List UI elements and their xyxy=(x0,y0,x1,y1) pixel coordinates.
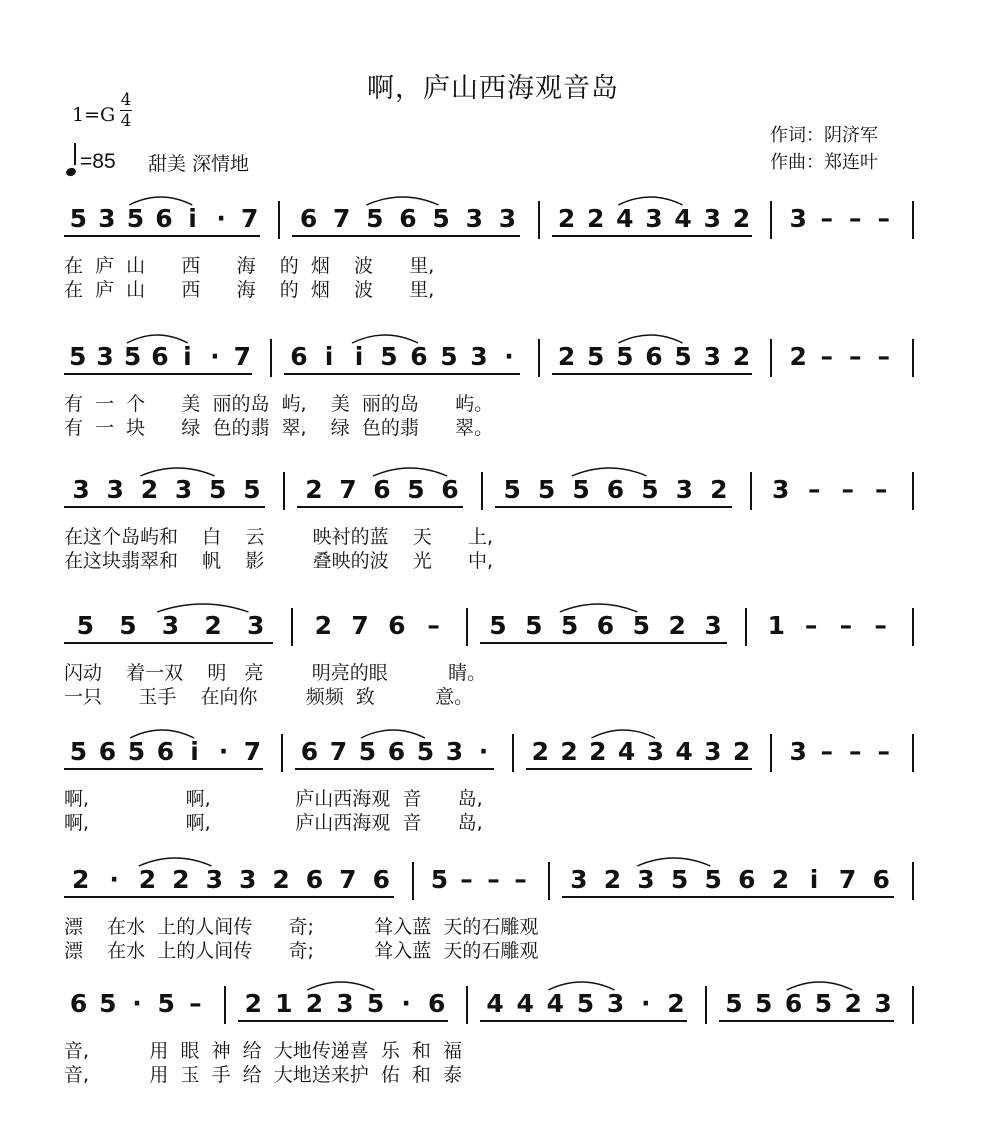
note: 5 xyxy=(755,989,773,1018)
note: 2 xyxy=(667,989,685,1018)
tempo-marking xyxy=(66,146,116,174)
slur xyxy=(0,850,986,880)
note-stem xyxy=(74,143,76,165)
lyrics-verse-2: 在这块翡翠和 帆 影 叠映的波 光 中, xyxy=(64,550,494,572)
expression-marking: 甜美 深情地 xyxy=(148,153,250,175)
note: 2 xyxy=(531,737,550,766)
note: 4 xyxy=(516,989,534,1018)
note: 5 xyxy=(641,475,659,504)
lyrics-verse-1: 有 一 个 美 丽的岛 屿, 美 丽的岛 屿。 xyxy=(64,393,494,415)
dash-extension: – xyxy=(427,611,440,640)
note: 2 xyxy=(589,737,607,766)
lyrics-verse-2: 啊, 啊, 庐山西海观 音 岛, xyxy=(64,812,483,834)
dot-extension: · xyxy=(109,865,119,894)
note: 5 xyxy=(416,737,435,766)
dash-extension: – xyxy=(849,342,862,371)
note: i xyxy=(324,342,334,371)
slur xyxy=(0,974,986,1004)
beam-underline xyxy=(64,768,263,770)
dash-extension: – xyxy=(804,611,818,640)
note: 5 xyxy=(537,475,556,504)
dash-extension: – xyxy=(849,204,862,233)
note: i xyxy=(809,865,819,894)
time-signature-top: 4 xyxy=(120,90,132,110)
beam-underline xyxy=(297,506,463,508)
song-title: 啊，庐山西海观音岛 xyxy=(367,73,619,104)
note: 4 xyxy=(616,204,634,233)
note: 5 xyxy=(243,475,261,504)
note: 5 xyxy=(119,611,137,640)
beam-underline xyxy=(526,768,752,770)
note: 6 xyxy=(872,865,890,894)
note: 6 xyxy=(98,737,117,766)
note: i xyxy=(190,737,199,766)
beam-underline xyxy=(64,235,260,237)
note: 6 xyxy=(428,989,446,1018)
note: 2 xyxy=(771,865,790,894)
note: 6 xyxy=(784,989,803,1018)
beam-underline xyxy=(552,373,752,375)
note: 7 xyxy=(339,475,357,504)
note: 5 xyxy=(674,342,692,371)
dash-extension: – xyxy=(841,475,854,504)
beam-underline xyxy=(295,768,494,770)
lyrics-verse-2: 有 一 块 绿 色的翡 翠, 绿 色的翡 翠。 xyxy=(64,417,494,439)
note: 3 xyxy=(238,865,257,894)
dot-extension: · xyxy=(218,737,229,766)
notation-line xyxy=(0,476,986,571)
note: 5 xyxy=(576,989,595,1018)
dash-extension: – xyxy=(487,865,500,894)
note: 3 xyxy=(96,342,114,371)
note: 6 xyxy=(388,611,406,640)
beam-underline xyxy=(480,642,727,644)
dash-extension: – xyxy=(820,737,833,766)
note: 5 xyxy=(560,611,579,640)
dot-extension: · xyxy=(478,737,489,766)
beam-underline xyxy=(64,642,273,644)
note: 3 xyxy=(637,865,655,894)
note: 7 xyxy=(339,865,357,894)
note: 6 xyxy=(387,737,406,766)
note: 2 xyxy=(603,865,622,894)
note: i xyxy=(188,204,197,233)
note: 2 xyxy=(732,737,751,766)
note: 3 xyxy=(874,989,892,1018)
note: 6 xyxy=(69,989,88,1018)
note: 3 xyxy=(246,611,265,640)
dash-extension: – xyxy=(839,611,853,640)
note: 5 xyxy=(76,611,94,640)
note: 6 xyxy=(155,204,173,233)
note: 3 xyxy=(646,737,665,766)
note: 3 xyxy=(675,475,694,504)
note: 5 xyxy=(587,342,605,371)
note: 7 xyxy=(333,204,351,233)
note: 2 xyxy=(305,989,324,1018)
note: 6 xyxy=(156,737,175,766)
dash-extension: – xyxy=(808,475,821,504)
note: 5 xyxy=(616,342,634,371)
dash-extension: – xyxy=(875,475,888,504)
note: 2 xyxy=(204,611,222,640)
note: 2 xyxy=(789,342,807,371)
note: 3 xyxy=(606,989,625,1018)
dash-extension: – xyxy=(820,204,833,233)
note: 5 xyxy=(814,989,833,1018)
note: 2 xyxy=(557,204,576,233)
notation-line xyxy=(0,343,986,438)
note: 2 xyxy=(71,865,90,894)
notation-line xyxy=(0,990,986,1085)
note: 4 xyxy=(675,737,693,766)
dash-extension: – xyxy=(874,611,887,640)
note: 3 xyxy=(98,204,116,233)
note: i xyxy=(183,342,192,371)
lyrics-verse-1: 音, 用 眼 神 给 大地传递喜 乐 和 福 xyxy=(64,1040,462,1062)
beam-underline xyxy=(292,235,520,237)
note: 6 xyxy=(300,737,319,766)
note: 5 xyxy=(430,865,449,894)
beam-underline xyxy=(64,506,265,508)
note: 6 xyxy=(151,342,169,371)
notation-line xyxy=(0,612,986,707)
note: 5 xyxy=(366,204,384,233)
lyrics-verse-2: 一只 玉手 在向你 频频 致 意。 xyxy=(64,686,474,708)
note: 5 xyxy=(358,737,377,766)
note: 7 xyxy=(233,342,251,371)
key-signature: 1=G xyxy=(72,104,116,126)
dash-extension: – xyxy=(877,342,890,371)
note: 7 xyxy=(351,611,369,640)
note: 2 xyxy=(732,204,751,233)
note: 5 xyxy=(525,611,543,640)
beam-underline xyxy=(562,896,894,898)
note: 3 xyxy=(704,611,722,640)
note: 6 xyxy=(372,865,390,894)
note: 3 xyxy=(445,737,464,766)
beam-underline xyxy=(64,373,252,375)
note: 6 xyxy=(596,611,615,640)
note: 7 xyxy=(241,204,259,233)
dot-extension: · xyxy=(641,989,651,1018)
note: 5 xyxy=(123,342,142,371)
note: 3 xyxy=(498,204,517,233)
note: 6 xyxy=(399,204,417,233)
note: 3 xyxy=(470,342,488,371)
note: 1 xyxy=(767,611,786,640)
note: 3 xyxy=(72,475,90,504)
note: 6 xyxy=(305,865,324,894)
note: 6 xyxy=(738,865,756,894)
tempo-value: =85 xyxy=(80,150,116,173)
lyrics-verse-1: 在 庐 山 西 海 的 烟 波 里, xyxy=(64,255,435,277)
note: i xyxy=(354,342,364,371)
note: 6 xyxy=(606,475,625,504)
note: 5 xyxy=(725,989,743,1018)
note: 6 xyxy=(645,342,663,371)
note: 4 xyxy=(546,989,565,1018)
credits xyxy=(770,122,878,176)
note: 2 xyxy=(710,475,728,504)
note: 4 xyxy=(486,989,504,1018)
notation-line xyxy=(0,205,986,300)
beam-underline xyxy=(480,1020,687,1022)
beam-underline xyxy=(719,1020,894,1022)
note: 6 xyxy=(410,342,428,371)
note: 2 xyxy=(140,475,159,504)
note: 3 xyxy=(645,204,663,233)
notation-line xyxy=(0,866,986,961)
note: 5 xyxy=(126,204,145,233)
note: 3 xyxy=(465,204,483,233)
note: 5 xyxy=(440,342,458,371)
note: 3 xyxy=(704,737,722,766)
dash-extension: – xyxy=(189,989,202,1018)
note: 6 xyxy=(299,204,318,233)
note: 3 xyxy=(703,342,721,371)
quarter-note-icon xyxy=(65,167,77,178)
note: 2 xyxy=(138,865,157,894)
note: 4 xyxy=(617,737,636,766)
note: 2 xyxy=(172,865,190,894)
dot-extension: · xyxy=(216,204,226,233)
note: 3 xyxy=(106,475,124,504)
note: 2 xyxy=(305,475,323,504)
lyrics-verse-1: 在这个岛屿和 白 云 映衬的蓝 天 上, xyxy=(64,526,494,548)
note: 5 xyxy=(99,989,117,1018)
note: 5 xyxy=(632,611,651,640)
note: 5 xyxy=(69,342,87,371)
note: 5 xyxy=(157,989,175,1018)
note: 2 xyxy=(244,989,262,1018)
beam-underline xyxy=(552,235,752,237)
dot-extension: · xyxy=(401,989,411,1018)
note: 6 xyxy=(441,475,459,504)
note: 3 xyxy=(789,737,807,766)
note: 2 xyxy=(560,737,578,766)
note: 5 xyxy=(69,737,88,766)
note: 2 xyxy=(668,611,686,640)
note: 7 xyxy=(329,737,348,766)
dot-extension: · xyxy=(132,989,142,1018)
note: 5 xyxy=(489,611,507,640)
lyrics-verse-1: 漂 在水 上的人间传 奇; 耸入蓝 天的石雕观 xyxy=(64,916,539,938)
dash-extension: – xyxy=(514,865,527,894)
note: 7 xyxy=(838,865,857,894)
note: 6 xyxy=(290,342,308,371)
time-signature xyxy=(118,90,134,131)
notation-line xyxy=(0,738,986,833)
note: 5 xyxy=(380,342,398,371)
note: 5 xyxy=(366,989,385,1018)
note: 1 xyxy=(275,989,293,1018)
beam-underline xyxy=(238,1020,448,1022)
note: 5 xyxy=(503,475,521,504)
note: 5 xyxy=(69,204,87,233)
note: 5 xyxy=(209,475,227,504)
note: 2 xyxy=(587,204,605,233)
note: 5 xyxy=(704,865,722,894)
time-signature-bottom: 4 xyxy=(120,111,132,131)
note: 3 xyxy=(570,865,588,894)
note: 4 xyxy=(674,204,692,233)
note: 5 xyxy=(670,865,689,894)
dash-extension: – xyxy=(877,737,890,766)
note: 5 xyxy=(127,737,146,766)
note: 3 xyxy=(703,204,721,233)
lyrics-verse-2: 在 庐 山 西 海 的 烟 波 里, xyxy=(64,279,435,301)
dot-extension: · xyxy=(504,342,514,371)
dash-extension: – xyxy=(877,204,890,233)
composer: 作曲：郑连叶 xyxy=(770,152,878,173)
lyrics-verse-2: 漂 在水 上的人间传 奇; 耸入蓝 天的石雕观 xyxy=(64,940,539,962)
note: 7 xyxy=(243,737,262,766)
beam-underline xyxy=(284,373,520,375)
note: 2 xyxy=(272,865,290,894)
beam-underline xyxy=(495,506,732,508)
note: 3 xyxy=(161,611,180,640)
dash-extension: – xyxy=(460,865,473,894)
note: 3 xyxy=(336,989,354,1018)
dash-extension: – xyxy=(820,342,833,371)
note: 2 xyxy=(557,342,576,371)
note: 6 xyxy=(373,475,391,504)
note: 3 xyxy=(174,475,193,504)
lyrics-verse-1: 啊, 啊, 庐山西海观 音 岛, xyxy=(64,788,483,810)
dot-extension: · xyxy=(210,342,220,371)
note: 3 xyxy=(772,475,790,504)
note: 3 xyxy=(205,865,223,894)
note: 3 xyxy=(789,204,807,233)
dash-extension: – xyxy=(849,737,862,766)
lyrics-verse-1: 闪动 着一双 明 亮 明亮的眼 睛。 xyxy=(64,662,487,684)
note: 5 xyxy=(407,475,425,504)
note: 2 xyxy=(732,342,751,371)
note: 2 xyxy=(844,989,862,1018)
note: 5 xyxy=(572,475,590,504)
lyricist: 作词：阴济军 xyxy=(770,125,878,146)
lyrics-verse-2: 音, 用 玉 手 给 大地送来护 佑 和 泰 xyxy=(64,1064,462,1086)
note: 5 xyxy=(432,204,450,233)
beam-underline xyxy=(64,896,394,898)
note: 2 xyxy=(314,611,333,640)
